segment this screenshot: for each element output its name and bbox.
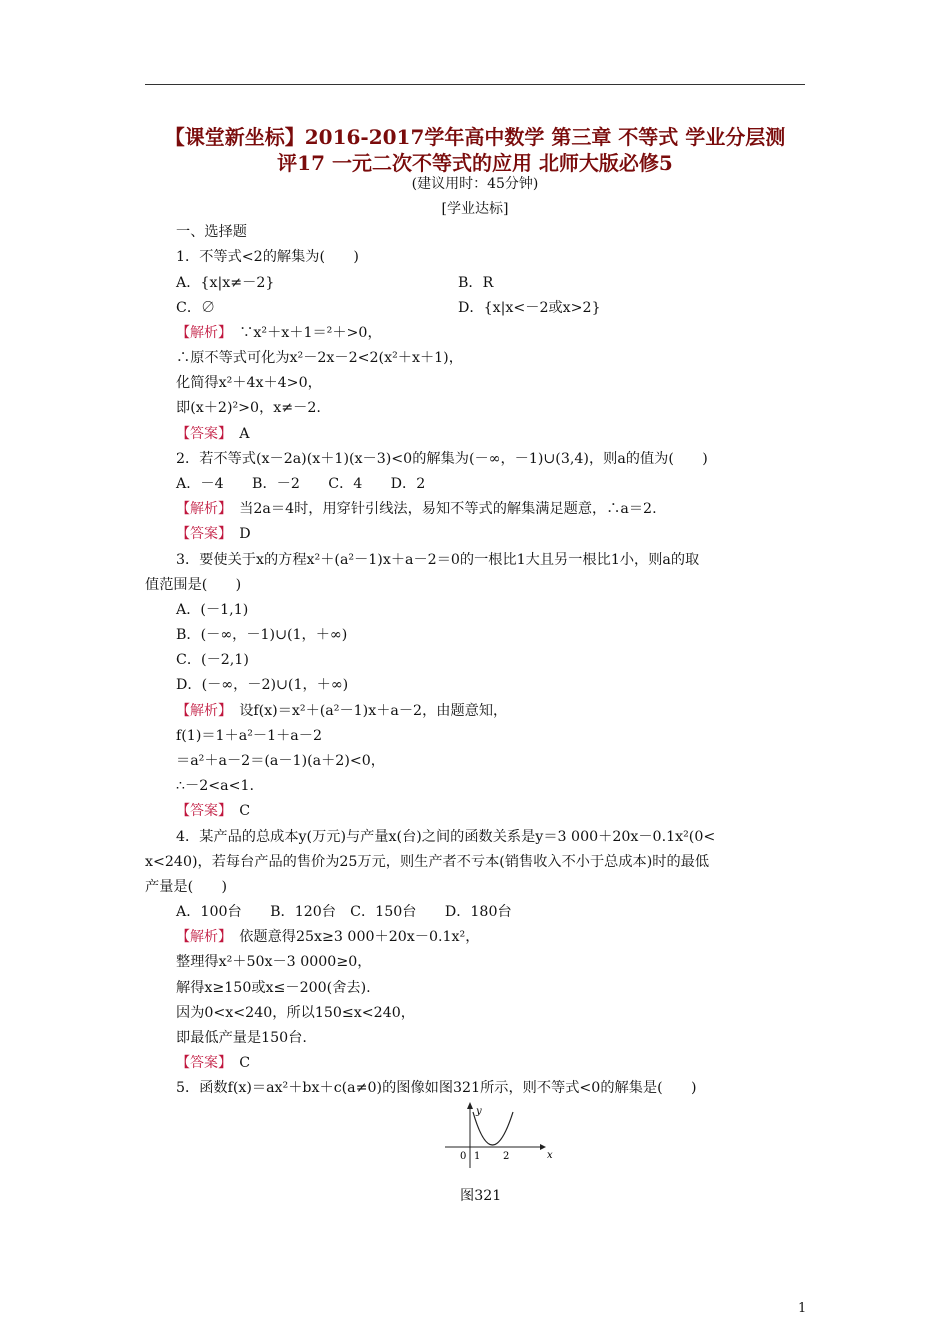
q3-analysis-line: f(1)＝1＋a²－1＋a－2 xyxy=(176,728,322,744)
q1-option-c: C．∅ xyxy=(176,300,216,316)
time-hint: (建议用时：45分钟) xyxy=(411,176,539,192)
q1-analysis-line: 即(x＋2)²>0，x≠－2. xyxy=(176,400,321,416)
tick-label-1: 1 xyxy=(474,1151,481,1162)
section-heading: 一、选择题 xyxy=(176,224,247,240)
q4-analysis-line: 因为0<x<240，所以150≤x<240， xyxy=(176,1005,415,1021)
parabola-figure xyxy=(445,1100,555,1170)
q3-analysis-line: 设f(x)＝x²＋(a²－1)x＋a－2，由题意知， xyxy=(239,703,508,719)
figure-caption: 图321 xyxy=(460,1188,502,1204)
q1-stem: 1．不等式<2的解集为( ) xyxy=(176,249,359,265)
q4-analysis-line: 依题意得25x≥3 000＋20x－0.1x²， xyxy=(239,929,480,945)
q4-options: A．100台 B．120台 C．150台 D．180台 xyxy=(176,904,512,920)
q4-analysis-line: 整理得x²＋50x－3 0000≥0， xyxy=(176,954,372,970)
q5-stem: 5．函数f(x)＝ax²＋bx＋c(a≠0)的图像如图321所示，则不等式<0的解集是( ) xyxy=(176,1080,697,1096)
header-rule xyxy=(145,84,805,85)
q3-option-b: B．(－∞，－1)∪(1，＋∞) xyxy=(176,627,348,643)
q3-option-c: C．(－2,1) xyxy=(176,652,249,668)
q1-analysis-line: ∴原不等式可化为x²－2x－2<2(x²＋x＋1)， xyxy=(176,350,463,366)
q4-analysis-line: 解得x≥150或x≤－200(舍去). xyxy=(176,980,371,996)
q1-option-d: D．{x|x<－2或x>2} xyxy=(458,300,601,316)
q1-analysis-row xyxy=(176,323,382,343)
q3-answer-row xyxy=(176,801,250,821)
q1-answer-row xyxy=(176,424,249,444)
origin-label: 0 xyxy=(460,1151,467,1162)
title-line-1: 【课堂新坐标】2016-2017学年高中数学 第三章 不等式 学业分层测 xyxy=(164,125,786,149)
q2-options: A．－4 B．－2 C．4 D．2 xyxy=(176,476,426,492)
level-label: [学业达标] xyxy=(441,201,509,217)
q4-stem-line-2: x<240)，若每台产品的售价为25万元，则生产者不亏本(销售收入不小于总成本)时的最低 xyxy=(145,854,710,870)
q3-option-a: A．(－1,1) xyxy=(176,602,249,618)
q1-answer: A xyxy=(239,426,250,442)
q3-analysis-line: ＝a²＋a－2＝(a－1)(a＋2)<0， xyxy=(176,753,385,769)
y-axis-label: y xyxy=(476,1106,482,1117)
page-number: 1 xyxy=(798,1301,807,1316)
x-axis-label: x xyxy=(547,1150,553,1161)
q2-analysis-row xyxy=(176,499,657,519)
q1-option-b: B．R xyxy=(458,275,494,291)
q2-stem: 2．若不等式(x－2a)(x＋1)(x－3)<0的解集为(－∞，－1)∪(3,4)，则a的值为( ) xyxy=(176,451,708,467)
q2-answer: D xyxy=(239,526,251,542)
q4-answer: C xyxy=(239,1055,251,1071)
analysis-tag: 【解析】 xyxy=(176,325,225,341)
answer-tag: 【答案】 xyxy=(176,803,225,819)
q4-stem-line-1: 4．某产品的总成本y(万元)与产量x(台)之间的函数关系是y＝3 000＋20x－0.1x²(0< xyxy=(176,829,716,845)
q3-option-d: D．(－∞，－2)∪(1，＋∞) xyxy=(176,677,349,693)
answer-tag: 【答案】 xyxy=(176,1055,225,1071)
q1-option-a: A．{x|x≠－2} xyxy=(176,275,275,291)
q1-analysis-line: 化简得x²＋4x＋4>0， xyxy=(176,375,322,391)
q3-analysis-line: ∴－2<a<1. xyxy=(176,778,255,794)
q4-analysis-row xyxy=(176,927,479,947)
q2-analysis: 当2a＝4时，用穿针引线法，易知不等式的解集满足题意，∴a＝2. xyxy=(239,501,657,517)
q4-analysis-line: 即最低产量是150台. xyxy=(176,1030,307,1046)
q3-stem-line-2: 值范围是( ) xyxy=(145,577,242,593)
q3-stem-line-1: 3．要使关于x的方程x²＋(a²－1)x＋a－2＝0的一根比1大且另一根比1小，则a的取 xyxy=(176,552,700,568)
x-axis-arrow xyxy=(540,1144,546,1150)
analysis-tag: 【解析】 xyxy=(176,501,225,517)
q3-analysis-row xyxy=(176,701,507,721)
q3-answer: C xyxy=(239,803,251,819)
title-line-2: 评17 一元二次不等式的应用 北师大版必修5 xyxy=(277,151,673,175)
analysis-tag: 【解析】 xyxy=(176,703,225,719)
answer-tag: 【答案】 xyxy=(176,526,225,542)
q1-analysis-line: ∵x²＋x＋1＝²＋>0， xyxy=(239,325,382,341)
q4-stem-line-3: 产量是( ) xyxy=(145,879,228,895)
q2-answer-row xyxy=(176,524,251,544)
analysis-tag: 【解析】 xyxy=(176,929,225,945)
q4-answer-row xyxy=(176,1053,250,1073)
y-axis-arrow xyxy=(467,1102,473,1109)
answer-tag: 【答案】 xyxy=(176,426,225,442)
tick-label-2: 2 xyxy=(503,1151,510,1162)
